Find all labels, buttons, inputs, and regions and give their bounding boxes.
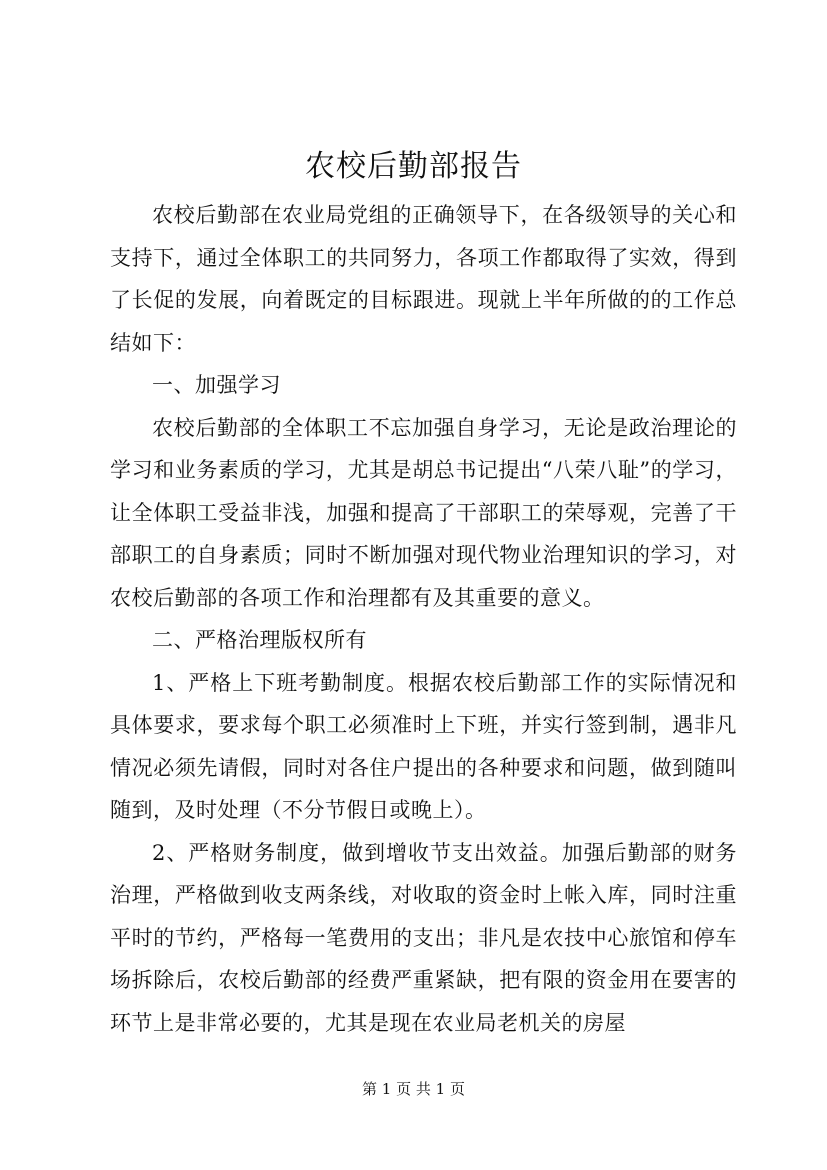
page-number-footer: 第 1 页 共 1 页: [362, 1080, 465, 1098]
paragraph-study: 农校后勤部的全体职工不忘加强自身学习，无论是政治理论的学习和业务素质的学习，尤其是胡总书记提出“八荣八耻”的学习，让全体职工受益非浅，加强和提高了干部职工的荣辱观，完善了干部职工的自身素质；同时不断加强对现代物业治理知识的学习，对农校后勤部的各项工作和治理都有及其重要的意义。: [110, 415, 737, 610]
document-title: 农校后勤部报告: [305, 149, 522, 184]
paragraph-intro: 农校后勤部在农业局党组的正确领导下，在各级领导的关心和支持下，通过全体职工的共同努力，各项工作都取得了实效，得到了长促的发展，向着既定的目标跟进。现就上半年所做的的工作总结如下：: [110, 203, 737, 355]
section-heading-management: 二、严格治理版权所有: [152, 628, 367, 652]
document-body: [110, 194, 737, 1044]
paragraph-attendance: 1、严格上下班考勤制度。根据农校后勤部工作的实际情况和具体要求，要求每个职工必须准时上下班，并实行签到制，遇非凡情况必须先请假，同时对各住户提出的各种要求和问题，做到随叫随到，及时处理（不分节假日或晚上）。: [110, 670, 737, 822]
paragraph-finance: 2、严格财务制度，做到增收节支出效益。加强后勤部的财务治理，严格做到收支两条线，对收取的资金时上帐入库，同时注重平时的节约，严格每一笔费用的支出；非凡是农技中心旅馆和停车场拆除后，农校后勤部的经费严重紧缺，把有限的资金用在要害的环节上是非常必要的，尤其是现在农业局老机关的房屋: [110, 840, 737, 1035]
section-heading-study: 一、加强学习: [152, 373, 281, 397]
